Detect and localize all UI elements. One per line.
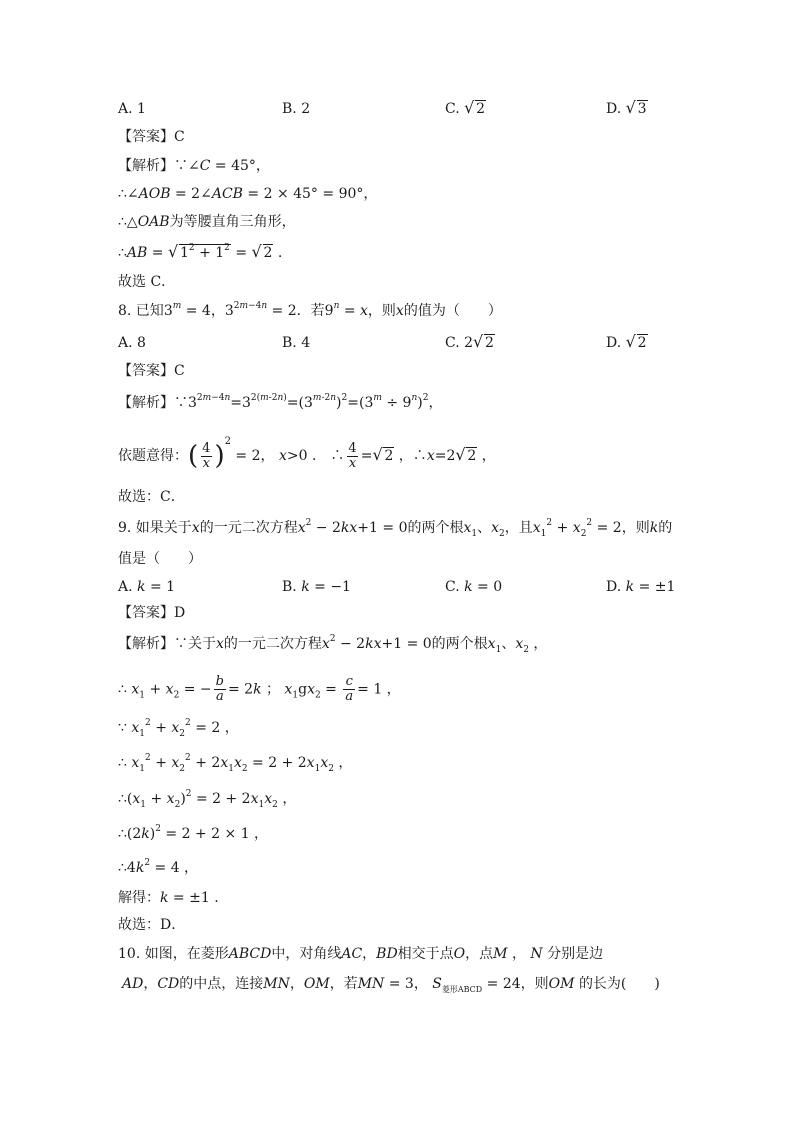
q8-analysis-line1: 【解析】$\because 3^{2m-4n}=3^{2(m-2n)}=(3^{m-2n})^2=(3^m \div 9^n)^2$， bbox=[118, 393, 443, 411]
solve-label: 解得： bbox=[118, 890, 160, 906]
q9-analysis-line1: 【解析】∵关于x的一元二次方程$x^2 - 2kx+1 = 0$的两个根$x_1$、$x_2$ ， bbox=[118, 634, 548, 655]
q8-line2-text: 依题意得： bbox=[118, 448, 188, 464]
q8-option-d-label: D. bbox=[606, 335, 622, 351]
q10-stem-text6: 的中点，连接 bbox=[179, 976, 264, 992]
sqrt-symbol: √ 3 bbox=[626, 99, 648, 119]
q9-analysis-line4: ∴ $x_1^2 + x_2^2 + 2x_1x_2 = 2 + 2x_1x_2$ ， bbox=[118, 753, 353, 774]
therefore-symbol: ∴ bbox=[118, 681, 127, 698]
q9-analysis-line8: 解得：k = ±1 . bbox=[118, 890, 219, 906]
q10-stem-line2: AD，CD的中点，连接MN，OM，若MN = 3， $S_{菱形ABCD} = 24$，则OM 的长为( ) bbox=[122, 976, 660, 994]
q9-stem-line2-text: 值是（ ） bbox=[118, 551, 202, 567]
q7-answer bbox=[118, 127, 185, 147]
therefore-symbol: ∴ bbox=[118, 791, 127, 807]
q9-analysis-line2: ∴ $x_1 + x_2$ = − $\frac{b}{a}$ = 2k ； $x_1gx_2$ = $\frac{c}{a}$ = 1 ， bbox=[118, 674, 401, 704]
therefore-symbol: ∴ bbox=[118, 826, 127, 842]
q9-answer-label: 【答案】D bbox=[118, 605, 186, 621]
q7-analysis-line2: ∴∠AOB = 2∠ACB = 2 × 45° = 90°， bbox=[118, 186, 378, 202]
q7-option-c-label: C. bbox=[445, 101, 460, 117]
q7-option-d-label: D. bbox=[606, 101, 622, 117]
fraction: $\frac{c}{a}$ bbox=[345, 674, 354, 704]
q9-analysis-sep: 、 bbox=[501, 636, 516, 652]
q9-stem-line2 bbox=[118, 549, 202, 569]
q7-analysis-head: 【解析】∵ bbox=[118, 158, 188, 174]
sqrt-symbol: √ 2 bbox=[473, 333, 495, 353]
therefore-symbol: ∴ bbox=[118, 755, 127, 771]
q7-analysis-line4: ∴AB = √ $1^2 + 1^2$ = √ 2 . bbox=[118, 243, 282, 263]
q7-option-a-label: A. 1 bbox=[118, 101, 146, 117]
triangle-prefix: ∴△ bbox=[118, 214, 138, 230]
q9-answer bbox=[118, 603, 185, 623]
sqrt-symbol: √ 2 bbox=[455, 441, 477, 471]
q10-stem-text5: 分别是边 bbox=[547, 946, 604, 962]
q7-analysis-line3: ∴△OAB为等腰直角三角形， bbox=[118, 214, 296, 230]
q9-option-a: A. k = 1 bbox=[118, 579, 176, 595]
q7-option-b bbox=[282, 99, 310, 119]
q9-analysis-line3: ∵ $x_1^2 + x_2^2 = 2$ ， bbox=[118, 718, 239, 739]
q8-stem-text: 8. 已知 bbox=[118, 303, 164, 319]
q9-analysis-line5: $\therefore(x_1 + x_2)^2 = 2 + 2x_1x_2$ ， bbox=[118, 789, 297, 810]
q7-conclusion-text: 故选 C． bbox=[118, 274, 176, 290]
q7-option-b-label: B. 2 bbox=[282, 101, 311, 117]
therefore-symbol: ∴ bbox=[118, 860, 127, 876]
q8-option-d bbox=[606, 333, 648, 353]
q7-option-a bbox=[118, 99, 146, 119]
q9-option-c-label: C. bbox=[445, 579, 460, 595]
q10-stem-end: 的长为( ) bbox=[578, 976, 660, 992]
q8-stem-end: 的值为（ ） bbox=[403, 303, 502, 319]
q8-analysis-line2: 依题意得：( $\frac{4}{x}$ )$^2$ = 2， x>0 ． ∴ $\frac{4}{x}$ =√ 2 ，∴x=2√ 2 ， bbox=[118, 441, 496, 471]
q8-option-b-label: B. 4 bbox=[282, 335, 311, 351]
q9-stem-line1: 9. 如果关于x的一元二次方程$x^2 - 2kx+1 = 0$的两个根$x_1$、$x_2$，且$x_1^2 + x_2^2 = 2$，则k的 bbox=[118, 518, 673, 539]
q8-analysis-head: 【解析】∵ bbox=[118, 395, 188, 411]
q8-conclusion-text: 故选：C． bbox=[118, 489, 185, 505]
q10-stem-text4: ，点 bbox=[465, 946, 494, 962]
q9-stem-sep: 、 bbox=[477, 520, 492, 536]
q9-stem-text: 9. 如果关于 bbox=[118, 520, 192, 536]
q8-stem: 8. 已知$3^m = 4$，$3^{2m-4n} = 2$．若$9^n = x$，则x的值为（ ） bbox=[118, 301, 502, 319]
q10-stem-text3: 相交于点 bbox=[397, 946, 454, 962]
q9-analysis-text2: 的一元二次方程 bbox=[223, 636, 322, 652]
therefore-symbol: ∴ bbox=[118, 245, 127, 261]
q7-answer-label: 【答案】C bbox=[118, 129, 185, 145]
q9-analysis-text3: 的两个根 bbox=[431, 636, 488, 652]
q10-stem-text8: ，则 bbox=[520, 976, 549, 992]
q9-analysis-line7: $\therefore 4k^2 = 4$ ， bbox=[118, 858, 199, 876]
q9-stem-text5: ，则 bbox=[621, 520, 650, 536]
q9-option-a-label: A. bbox=[118, 579, 133, 595]
q9-conclusion bbox=[118, 915, 185, 935]
q8-option-c: C. 2√ 2 bbox=[445, 333, 495, 353]
q7-analysis-line1: 【解析】∵∠C = 45°， bbox=[118, 158, 270, 174]
fraction: $\frac{4}{x}$ bbox=[348, 440, 357, 471]
q8-option-a-label: A. 8 bbox=[118, 335, 146, 351]
q9-analysis-head: 【解析】∵关于 bbox=[118, 636, 216, 652]
q8-answer bbox=[118, 361, 185, 381]
therefore-symbol: ∴ bbox=[118, 186, 127, 202]
q9-stem-text4: ，且 bbox=[504, 520, 533, 536]
sqrt-symbol: √ 2 bbox=[464, 99, 486, 119]
because-symbol: ∵ bbox=[118, 720, 127, 736]
q8-answer-label: 【答案】C bbox=[118, 363, 185, 379]
sqrt-symbol: √ $1^2 + 1^2$ bbox=[168, 243, 231, 263]
q7-conclusion bbox=[118, 272, 175, 292]
q9-option-c: C. k = 0 bbox=[445, 579, 503, 595]
sqrt-symbol: √ 2 bbox=[252, 243, 274, 263]
q8-option-c-label: C. bbox=[445, 335, 460, 351]
q9-option-d: D. k = ±1 bbox=[606, 579, 676, 595]
q9-stem-text6: 的 bbox=[658, 520, 673, 536]
area-subscript: 菱形ABCD bbox=[441, 985, 483, 994]
q9-conclusion-text: 故选：D． bbox=[118, 917, 186, 933]
q7-option-c bbox=[445, 99, 486, 119]
q7-line3-text: 为等腰直角三角形， bbox=[169, 214, 296, 230]
math-expr: ∠ bbox=[188, 158, 200, 174]
sqrt-symbol: √ 2 bbox=[372, 441, 394, 471]
q8-conclusion bbox=[118, 487, 185, 507]
q9-analysis-line6: $\therefore(2k)^2 = 2 + 2 \times 1$ ， bbox=[118, 824, 269, 842]
q10-stem-text: 10. 如图，在菱形 bbox=[118, 946, 229, 962]
q8-stem-text2: ．若 bbox=[296, 303, 325, 319]
q8-option-a bbox=[118, 333, 146, 353]
q9-stem-text3: 的两个根 bbox=[407, 520, 464, 536]
q8-option-b bbox=[282, 333, 310, 353]
q9-option-d-label: D. bbox=[606, 579, 622, 595]
q9-option-b: B. k = −1 bbox=[282, 579, 351, 595]
q7-option-d bbox=[606, 99, 648, 119]
comma: ， bbox=[210, 303, 225, 319]
fraction: $\frac{b}{a}$ bbox=[215, 674, 224, 704]
q10-stem-text2: 中，对角线 bbox=[271, 946, 342, 962]
q9-option-b-label: B. bbox=[282, 579, 297, 595]
q8-stem-text3: ，则 bbox=[367, 303, 396, 319]
sqrt-symbol: √ 2 bbox=[626, 333, 648, 353]
q9-stem-text2: 的一元二次方程 bbox=[199, 520, 298, 536]
q10-stem-text7: ，若 bbox=[329, 976, 358, 992]
q10-stem-line1: 10. 如图，在菱形ABCD中，对角线AC，BD相交于点O，点M ， N 分别是边 bbox=[118, 946, 604, 962]
fraction: $\frac{4}{x}$ bbox=[202, 440, 211, 471]
